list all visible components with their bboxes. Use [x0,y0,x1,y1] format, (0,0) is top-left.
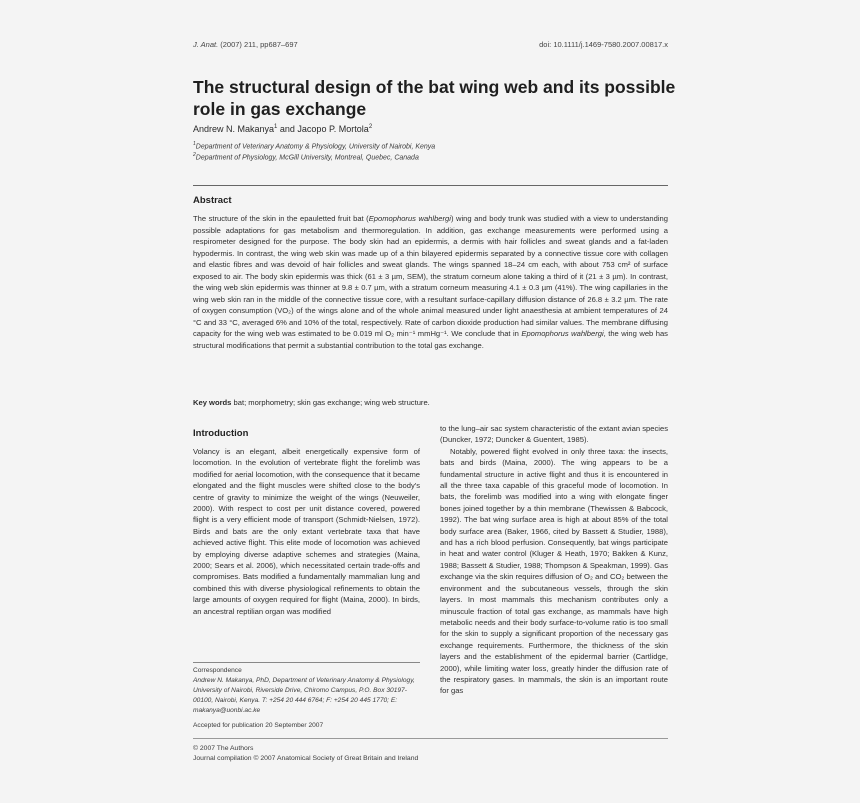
paper-title: The structural design of the bat wing web and its possible role in gas exchange [193,77,676,119]
intro-paragraph-1: Volancy is an elegant, albeit energetically expensive form of locomotion. In the evolution of vertebrate flight the forelimb was modified for aerial locomotion, with the consequence that it became elongated and the flight muscles were shifted close to the body's centre of gravity to minimize the weight of the wings (Neuweiler, 2000). With respect to cost per unit distance covered, powered flight is a very efficient mode of transport (Schmidt-Nielsen, 1972). Birds and bats are the only extant vertebrate taxa that have achieved active flight. This elite mode of locomotion was achieved by employing diverse adaptive schemes and strategies (Maina, 2000; Sears et al. 2006), which necessitated certain trade-offs and compromises. Bats modified a fundamentally mammalian lung and combined this with diverse physiological refinements to obtain the large amounts of oxygen required for flight (Maina, 2000). In birds, an ancestral reptilian organ was modified [193,447,420,616]
accepted-date: Accepted for publication 20 September 2007 [193,722,324,729]
abstract-species-1: Epomophorus wahlbergi [368,214,451,223]
author-2-sup: 2 [368,124,373,130]
copyright-line-2: Journal compilation © 2007 Anatomical Society of Great Britain and Ireland [193,754,419,762]
copyright-line-1: © 2007 The Authors [193,745,254,752]
correspondence-rule [193,662,420,663]
keywords-label: Key words [193,398,232,407]
affiliation-1-sup: 1 [193,141,196,147]
journal-name: J. Anat. [193,40,219,49]
introduction-heading: Introduction [193,428,249,439]
author-1: Andrew N. Makanya [193,124,275,134]
author-2: Jacopo P. Mortola [297,124,369,134]
author-1-sup: 1 [274,124,278,130]
affiliation-2-text: Department of Physiology, McGill University, Montreal, Quebec, Canada [195,154,419,162]
running-header-doi: doi: 10.1111/j.1469-7580.2007.00817.x [539,40,668,49]
affiliation-1 [193,141,435,150]
author-line [193,124,372,134]
copyright-footer [193,744,418,763]
body-column-left [193,446,420,617]
running-header-citation [193,40,298,49]
affiliation-2-sup: 2 [193,152,196,158]
correspondence-block [193,666,420,731]
abstract-text-1: The structure of the skin in the epauletted fruit bat ( [193,214,369,223]
keywords [193,398,668,407]
affiliation-1-text: Department of Veterinary Anatomy & Physiology, University of Nairobi, Kenya [195,143,436,151]
affiliation-2 [193,152,419,161]
abstract-body [193,213,668,351]
abstract-species-2: Epomophorus wahlbergi [521,329,604,338]
intro-paragraph-2: Notably, powered flight evolved in only three taxa: the insects, bats and birds (Maina, 2000). The wing appears to be a fundamental structure in active flight and thus it is encountered in all the three taxa capable of this graceful mode of locomotion. In bats, the forelimb was modified into a wing with elongate finger bones joined together by a thin membrane (Thewissen & Babcock, 1992). The bat wing surface area is high at about 85% of the total body surface area (Baker, 1966, cited by Bassett & Studier, 1988), and has a rich blood perfusion. Consequently, bat wings participate in heat and water control (Kluger & Heath, 1970; Bakken & Kunz, 1988; Bassett & Studier, 1988; Thompson & Speakman, 1999). Gas exchange via the skin requires diffusion of O₂ and CO₂ between the environment and the subcutaneous vessels, through the skin layers. In most mammals this mechanism contributes only a minuscule fraction of total gas exchange, as mammals have high metabolic needs and their body surface-to-volume ratio is too small for the skin to supply a significant proportion of the necessary gas exchange requirements. Furthermore, the thickness of the skin layers and the establishment of the epidermal barrier (Cartlidge, 2000), while limiting water loss, greatly hinder the diffusion rate of the respiratory gases. In mammals, the skin is an important route for gas [440,446,668,696]
intro-paragraph-continued: to the lung–air sac system characteristic of the extant avian species (Duncker, 1972; Duncker & Guentert, 1985). [440,424,668,445]
citation-details: (2007) 211, pp687–697 [220,40,298,49]
correspondence-text: Andrew N. Makanya, PhD, Department of Veterinary Anatomy & Physiology, University of Nairobi, Riverside Drive, Chiromo Campus, P.O. Box 30197-00100, Nairobi, Kenya. T: +254 20 444 6764; F: +254 20 445 1770; E: makanya@uonbi.ac.ke [193,677,415,714]
body-column-right [440,423,668,697]
abstract-text-2: ) wing and body trunk was studied with a view to understanding possible adaptations for gas metabolism and thermoregulation. In addition, gas exchange measurements were performed using a respirometer designed for the purpose. The body skin had an epidermis, a dermis with hair follicles and sweat glands and a fat-laden hypodermis. In contrast, the wing web skin was made up of a thin bilayered epidermis separated by a connective tissue core with collagen and elastic fibres and was devoid of hair follicles and sweat glands. The wings spanned 18–24 cm each, with about 753 cm² of surface exposed to air. The body skin epidermis was thick (61 ± 3 µm, SEM), the stratum corneum alone taking a third of it (21 ± 3 µm). In contrast, the wing web skin epidermis was thinner at 9.8 ± 0.7 µm, with a stratum corneum measuring 4.1 ± 0.3 µm (41%). The wing capillaries in the wing web skin ran in the middle of the connective tissue core, with a resultant surface-capillary diffusion distance of 26.8 ± 3.2 µm. The rate of oxygen consumption (VO₂) of the wings alone and of the whole animal measured under light anaesthesia at ambient temperatures of 24 °C and 33 °C, averaged 6% and 10% of the total, respectively. Rate of carbon dioxide production had similar values. The membrane diffusing capacity for the wing web was estimated to be 0.019 ml O₂ min⁻¹ mmHg⁻¹. We conclude that in [193,214,668,338]
keywords-list: bat; morphometry; skin gas exchange; wing web structure. [231,398,430,407]
author-and: and [277,124,298,134]
correspondence-label: Correspondence [193,667,242,674]
abstract-top-rule [193,185,668,186]
abstract-heading: Abstract [193,195,232,206]
footer-rule [193,738,668,739]
abstract-text-3: , the wing web has structural modifications that permit a substantial contribution to the total gas exchange. [193,329,668,350]
